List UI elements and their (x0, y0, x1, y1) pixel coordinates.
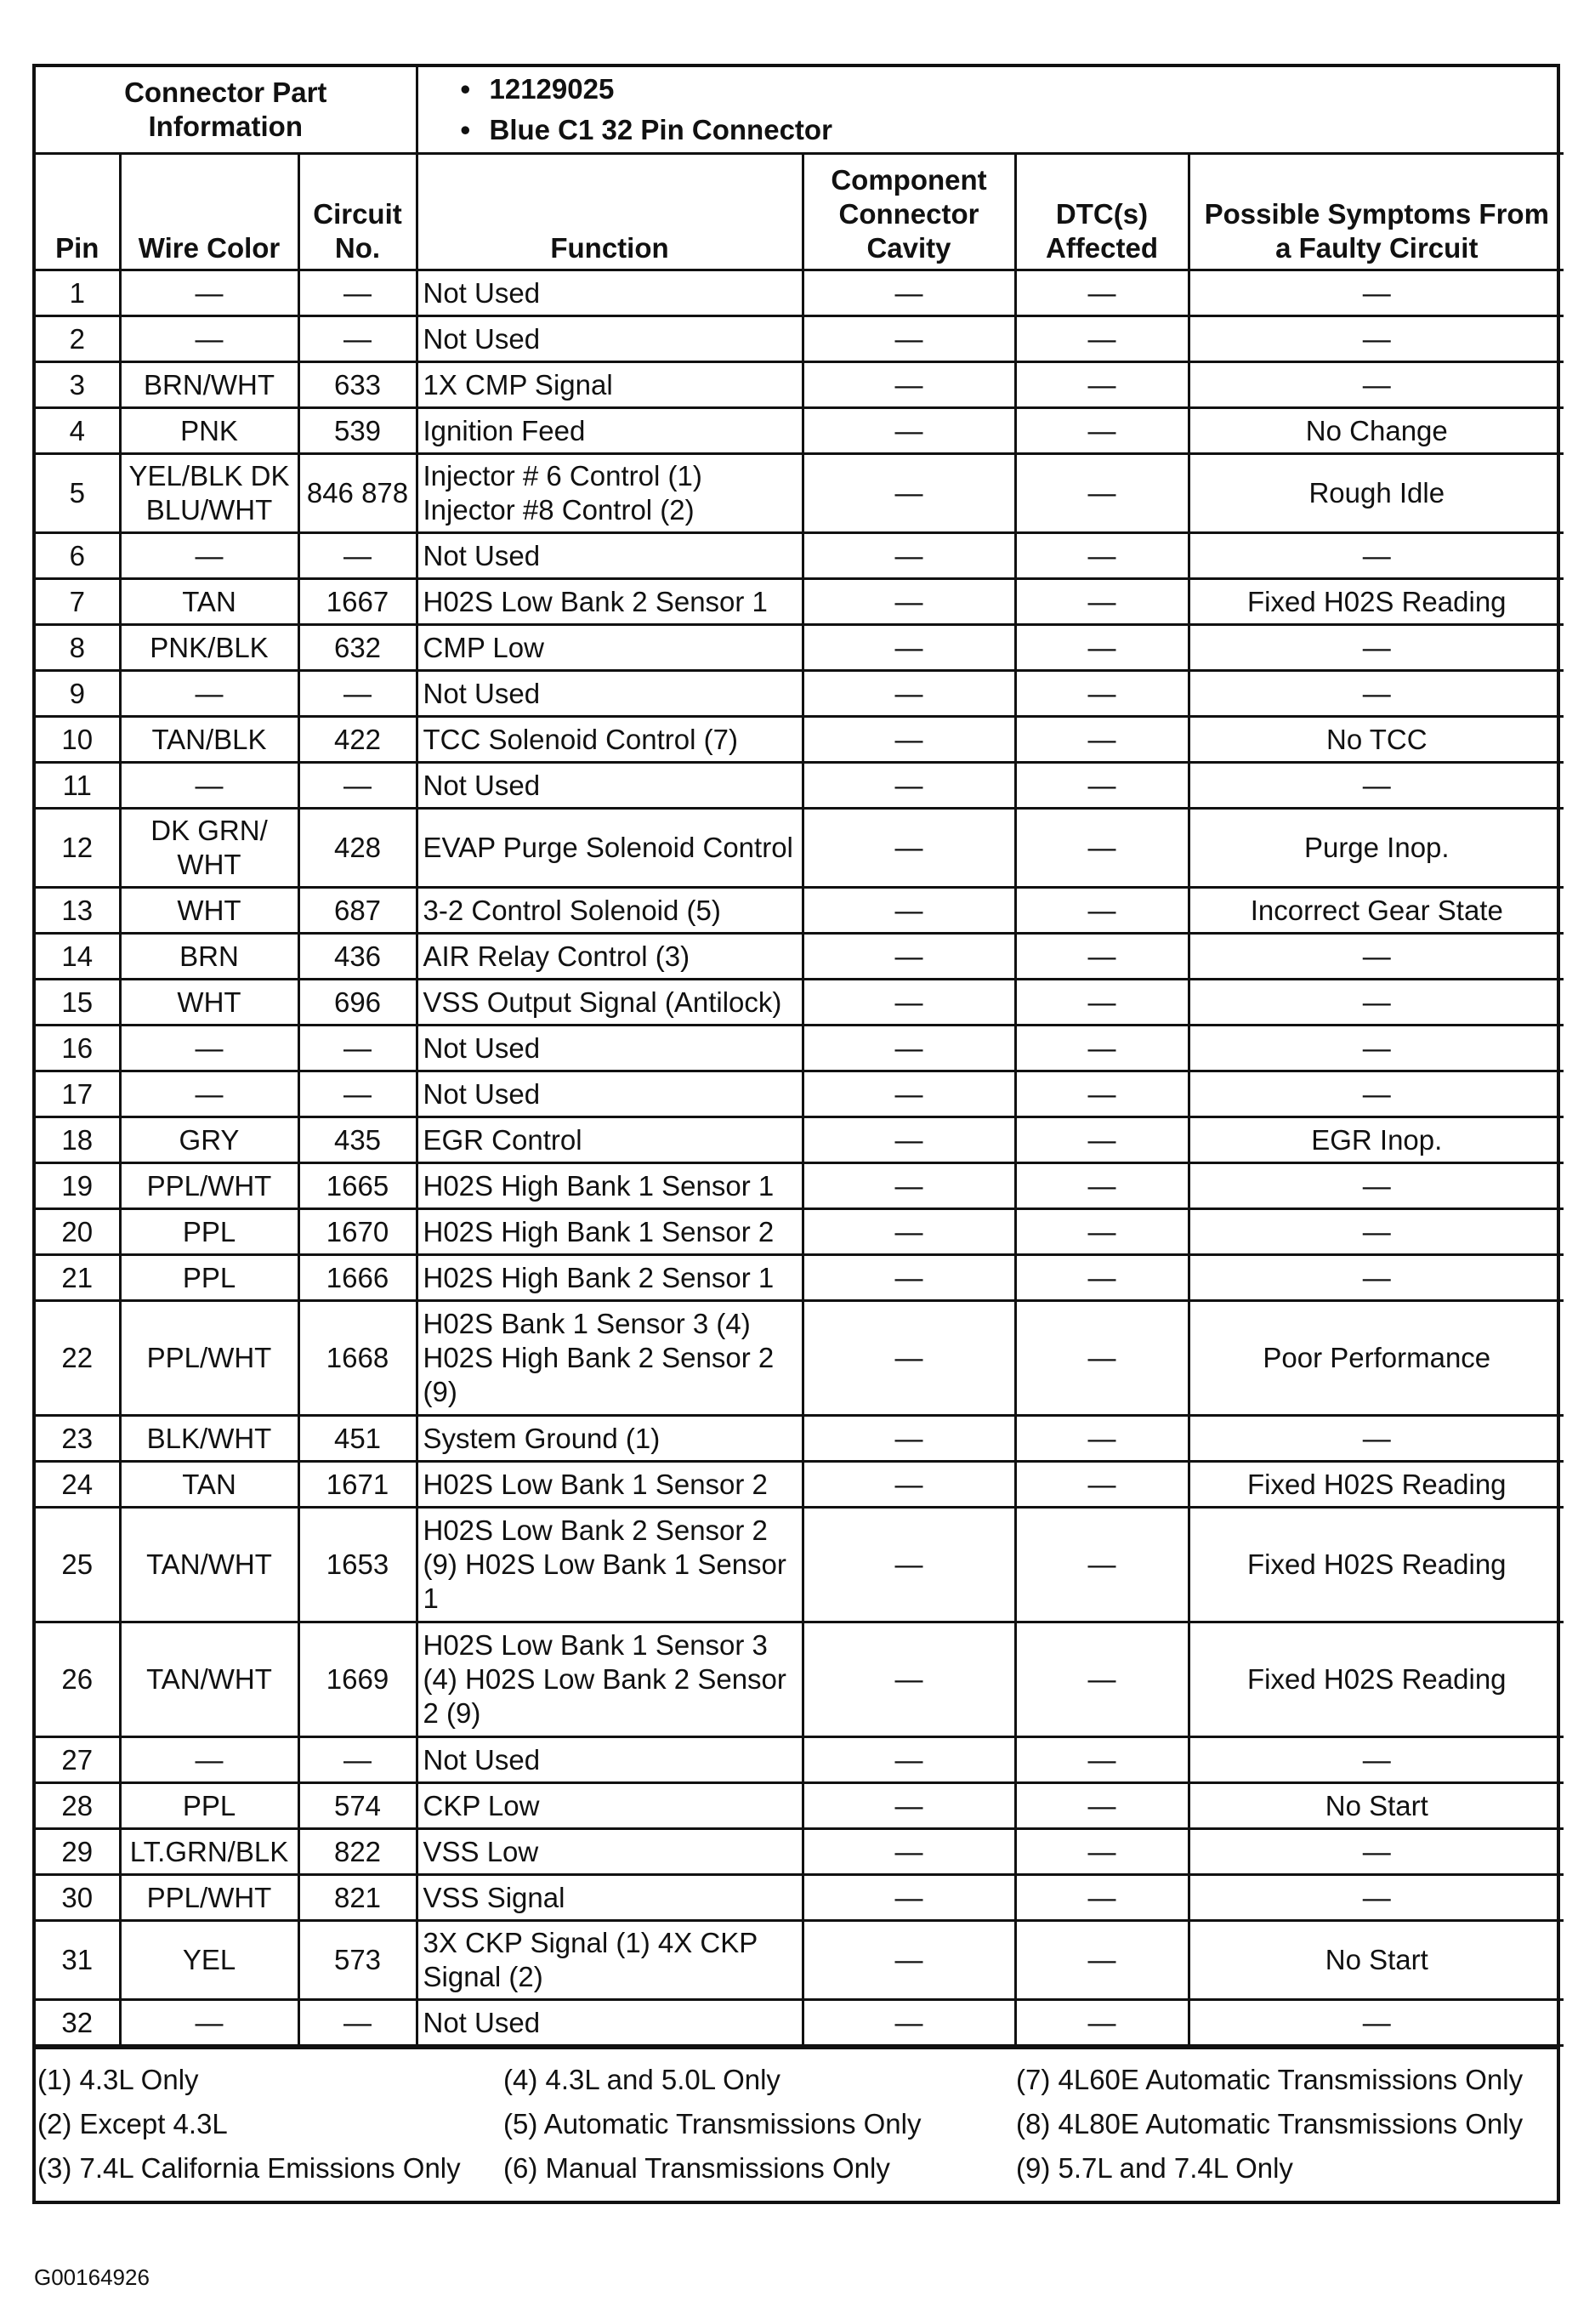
footnote: (8) 4L80E Automatic Transmissions Only (1016, 2108, 1524, 2139)
footnote: (2) Except 4.3L (37, 2108, 228, 2139)
table-row (36, 1622, 1564, 1737)
cell-circuit-no: 1669 (298, 1622, 417, 1737)
cell-circuit-no: 436 (298, 934, 417, 980)
cell-symptom: — (1189, 1026, 1564, 1071)
cell-symptom: — (1189, 625, 1564, 671)
cell-function: H02S High Bank 1 Sensor 1 (417, 1163, 803, 1209)
cell-function: H02S High Bank 2 Sensor 1 (417, 1255, 803, 1301)
cell-dtc-affected: — (1015, 1783, 1189, 1829)
figure-id: G00164926 (34, 2264, 150, 2290)
cell-wire-color: PPL (120, 1255, 298, 1301)
footnote: (6) Manual Transmissions Only (503, 2152, 890, 2184)
cell-wire-color: PPL/WHT (120, 1875, 298, 1921)
cell-function: Not Used (417, 1026, 803, 1071)
cell-circuit-no: — (298, 671, 417, 717)
cell-symptom: — (1189, 362, 1564, 408)
footnotes (36, 2047, 1557, 2201)
table-row (36, 1301, 1564, 1416)
cell-component-cavity: — (803, 1921, 1015, 2000)
cell-symptom: No Change (1189, 408, 1564, 454)
column-header-row (36, 154, 1564, 270)
cell-pin: 30 (36, 1875, 120, 1921)
cell-circuit-no: 1665 (298, 1163, 417, 1209)
cell-circuit-no: 422 (298, 717, 417, 763)
header-function: Function (417, 154, 803, 270)
cell-function: Ignition Feed (417, 408, 803, 454)
cell-pin: 15 (36, 980, 120, 1026)
cell-function: 3X CKP Signal (1) 4X CKP Signal (2) (417, 1921, 803, 2000)
cell-wire-color: BLK/WHT (120, 1416, 298, 1462)
connector-info-row (36, 67, 1564, 154)
cell-symptom: — (1189, 934, 1564, 980)
cell-component-cavity: — (803, 316, 1015, 362)
cell-symptom: — (1189, 1071, 1564, 1117)
cell-component-cavity: — (803, 1301, 1015, 1416)
header-symptoms: Possible Symptoms From a Faulty Circuit (1189, 154, 1564, 270)
cell-function: Not Used (417, 1737, 803, 1783)
cell-function: VSS Output Signal (Antilock) (417, 980, 803, 1026)
cell-wire-color: PNK (120, 408, 298, 454)
cell-pin: 13 (36, 888, 120, 934)
cell-symptom: — (1189, 1163, 1564, 1209)
cell-dtc-affected: — (1015, 1255, 1189, 1301)
cell-wire-color: — (120, 1737, 298, 1783)
cell-component-cavity: — (803, 1026, 1015, 1071)
cell-pin: 26 (36, 1622, 120, 1737)
cell-wire-color: TAN (120, 579, 298, 625)
cell-function: EGR Control (417, 1117, 803, 1163)
cell-dtc-affected: — (1015, 1163, 1189, 1209)
cell-pin: 10 (36, 717, 120, 763)
table-row (36, 362, 1564, 408)
cell-symptom: — (1189, 1737, 1564, 1783)
cell-component-cavity: — (803, 717, 1015, 763)
cell-function: EVAP Purge Solenoid Control (417, 809, 803, 888)
cell-function: System Ground (1) (417, 1416, 803, 1462)
cell-wire-color: DK GRN/ WHT (120, 809, 298, 888)
cell-wire-color: TAN/WHT (120, 1508, 298, 1622)
cell-symptom: Rough Idle (1189, 454, 1564, 533)
cell-wire-color: BRN/WHT (120, 362, 298, 408)
cell-dtc-affected: — (1015, 1875, 1189, 1921)
cell-pin: 25 (36, 1508, 120, 1622)
table-row (36, 533, 1564, 579)
cell-wire-color: WHT (120, 980, 298, 1026)
table-row (36, 270, 1564, 316)
cell-wire-color: PPL/WHT (120, 1301, 298, 1416)
cell-symptom: Fixed H02S Reading (1189, 579, 1564, 625)
table-row (36, 1875, 1564, 1921)
cell-function: 3-2 Control Solenoid (5) (417, 888, 803, 934)
cell-symptom: — (1189, 2000, 1564, 2046)
footnote: (1) 4.3L Only (37, 2064, 199, 2095)
cell-circuit-no: 573 (298, 1921, 417, 2000)
cell-component-cavity: — (803, 1071, 1015, 1117)
cell-dtc-affected: — (1015, 1301, 1189, 1416)
cell-symptom: Fixed H02S Reading (1189, 1462, 1564, 1508)
table-row (36, 980, 1564, 1026)
cell-pin: 17 (36, 1071, 120, 1117)
header-wire-color: Wire Color (120, 154, 298, 270)
cell-symptom: Incorrect Gear State (1189, 888, 1564, 934)
cell-circuit-no: 846 878 (298, 454, 417, 533)
table-row (36, 1462, 1564, 1508)
cell-component-cavity: — (803, 1875, 1015, 1921)
cell-pin: 21 (36, 1255, 120, 1301)
footnote: (5) Automatic Transmissions Only (503, 2108, 922, 2139)
connector-info-label-line2: Information (148, 111, 303, 142)
cell-function: Not Used (417, 316, 803, 362)
cell-wire-color: BRN (120, 934, 298, 980)
table-row (36, 763, 1564, 809)
cell-wire-color: PPL (120, 1783, 298, 1829)
cell-wire-color: — (120, 533, 298, 579)
table-row (36, 1921, 1564, 2000)
cell-dtc-affected: — (1015, 2000, 1189, 2046)
cell-symptom: EGR Inop. (1189, 1117, 1564, 1163)
cell-component-cavity: — (803, 362, 1015, 408)
cell-dtc-affected: — (1015, 625, 1189, 671)
cell-symptom: — (1189, 1255, 1564, 1301)
cell-component-cavity: — (803, 579, 1015, 625)
cell-function: Not Used (417, 533, 803, 579)
cell-symptom: — (1189, 533, 1564, 579)
cell-pin: 22 (36, 1301, 120, 1416)
cell-pin: 6 (36, 533, 120, 579)
part-number: 12129025 (489, 73, 615, 105)
cell-dtc-affected: — (1015, 809, 1189, 888)
cell-wire-color: — (120, 270, 298, 316)
cell-symptom: Poor Performance (1189, 1301, 1564, 1416)
cell-dtc-affected: — (1015, 763, 1189, 809)
cell-function: Not Used (417, 671, 803, 717)
cell-dtc-affected: — (1015, 316, 1189, 362)
cell-component-cavity: — (803, 1737, 1015, 1783)
cell-function: H02S Bank 1 Sensor 3 (4) H02S High Bank 2 Sensor 2 (9) (417, 1301, 803, 1416)
header-pin: Pin (36, 154, 120, 270)
cell-dtc-affected: — (1015, 1462, 1189, 1508)
cell-component-cavity: — (803, 1416, 1015, 1462)
cell-circuit-no: — (298, 1026, 417, 1071)
cell-symptom: — (1189, 1829, 1564, 1875)
cell-wire-color: — (120, 1026, 298, 1071)
table-row (36, 1071, 1564, 1117)
cell-symptom: — (1189, 1875, 1564, 1921)
cell-dtc-affected: — (1015, 1026, 1189, 1071)
cell-pin: 31 (36, 1921, 120, 2000)
bullet-icon: • (460, 114, 471, 145)
cell-component-cavity: — (803, 980, 1015, 1026)
table-row (36, 1026, 1564, 1071)
cell-symptom: — (1189, 1209, 1564, 1255)
cell-dtc-affected: — (1015, 1921, 1189, 2000)
connector-info-label-line1: Connector Part (124, 77, 327, 108)
cell-symptom: — (1189, 316, 1564, 362)
table-row (36, 1508, 1564, 1622)
cell-circuit-no: 632 (298, 625, 417, 671)
table-row (36, 1209, 1564, 1255)
bullet-icon: • (460, 73, 471, 105)
cell-symptom: No Start (1189, 1783, 1564, 1829)
cell-component-cavity: — (803, 1163, 1015, 1209)
cell-dtc-affected: — (1015, 1117, 1189, 1163)
cell-component-cavity: — (803, 671, 1015, 717)
cell-wire-color: — (120, 763, 298, 809)
connector-info-value (417, 67, 1564, 154)
pin-rows (36, 270, 1564, 2046)
cell-circuit-no: — (298, 533, 417, 579)
cell-component-cavity: — (803, 809, 1015, 888)
cell-component-cavity: — (803, 1829, 1015, 1875)
cell-component-cavity: — (803, 2000, 1015, 2046)
table-row (36, 625, 1564, 671)
cell-wire-color: TAN (120, 1462, 298, 1508)
table-row (36, 1783, 1564, 1829)
cell-function: CMP Low (417, 625, 803, 671)
cell-circuit-no: 633 (298, 362, 417, 408)
cell-circuit-no: — (298, 2000, 417, 2046)
cell-pin: 1 (36, 270, 120, 316)
cell-function: Not Used (417, 1071, 803, 1117)
cell-wire-color: — (120, 1071, 298, 1117)
cell-wire-color: — (120, 2000, 298, 2046)
cell-component-cavity: — (803, 1255, 1015, 1301)
cell-wire-color: PPL (120, 1209, 298, 1255)
cell-dtc-affected: — (1015, 934, 1189, 980)
cell-pin: 20 (36, 1209, 120, 1255)
cell-component-cavity: — (803, 1622, 1015, 1737)
cell-function: H02S High Bank 1 Sensor 2 (417, 1209, 803, 1255)
cell-dtc-affected: — (1015, 717, 1189, 763)
cell-pin: 11 (36, 763, 120, 809)
cell-wire-color: TAN/WHT (120, 1622, 298, 1737)
cell-pin: 18 (36, 1117, 120, 1163)
cell-circuit-no: 821 (298, 1875, 417, 1921)
cell-circuit-no: 822 (298, 1829, 417, 1875)
table-row (36, 1416, 1564, 1462)
cell-circuit-no: 696 (298, 980, 417, 1026)
cell-symptom: — (1189, 270, 1564, 316)
table-row (36, 717, 1564, 763)
cell-circuit-no: 451 (298, 1416, 417, 1462)
table-row (36, 934, 1564, 980)
cell-function: Injector # 6 Control (1) Injector #8 Control (2) (417, 454, 803, 533)
table-row (36, 316, 1564, 362)
cell-function: H02S Low Bank 1 Sensor 2 (417, 1462, 803, 1508)
table-row (36, 1737, 1564, 1783)
cell-function: Not Used (417, 763, 803, 809)
connector-info-label (36, 67, 417, 154)
pinout-table (36, 67, 1564, 2047)
cell-circuit-no: 1666 (298, 1255, 417, 1301)
cell-component-cavity: — (803, 934, 1015, 980)
cell-circuit-no: 687 (298, 888, 417, 934)
footnote: (9) 5.7L and 7.4L Only (1016, 2152, 1293, 2184)
cell-dtc-affected: — (1015, 1071, 1189, 1117)
cell-wire-color: YEL (120, 1921, 298, 2000)
table-row (36, 1163, 1564, 1209)
cell-circuit-no: 574 (298, 1783, 417, 1829)
cell-circuit-no: 435 (298, 1117, 417, 1163)
cell-dtc-affected: — (1015, 270, 1189, 316)
cell-function: VSS Low (417, 1829, 803, 1875)
cell-wire-color: YEL/BLK DK BLU/WHT (120, 454, 298, 533)
cell-circuit-no: — (298, 763, 417, 809)
cell-circuit-no: — (298, 316, 417, 362)
cell-pin: 12 (36, 809, 120, 888)
footnotes-column-3 (1016, 2058, 1543, 2190)
footnotes-column-1 (37, 2058, 503, 2190)
cell-dtc-affected: — (1015, 579, 1189, 625)
header-component-cavity: Component Connector Cavity (803, 154, 1015, 270)
cell-pin: 5 (36, 454, 120, 533)
cell-component-cavity: — (803, 408, 1015, 454)
cell-pin: 19 (36, 1163, 120, 1209)
cell-component-cavity: — (803, 763, 1015, 809)
cell-component-cavity: — (803, 1209, 1015, 1255)
cell-symptom: Purge Inop. (1189, 809, 1564, 888)
cell-dtc-affected: — (1015, 362, 1189, 408)
cell-dtc-affected: — (1015, 408, 1189, 454)
table-row (36, 454, 1564, 533)
cell-circuit-no: 1667 (298, 579, 417, 625)
footnote: (4) 4.3L and 5.0L Only (503, 2064, 780, 2095)
cell-component-cavity: — (803, 888, 1015, 934)
table-row (36, 579, 1564, 625)
cell-function: Not Used (417, 270, 803, 316)
cell-dtc-affected: — (1015, 888, 1189, 934)
cell-wire-color: — (120, 316, 298, 362)
cell-wire-color: — (120, 671, 298, 717)
cell-circuit-no: — (298, 270, 417, 316)
cell-pin: 29 (36, 1829, 120, 1875)
cell-symptom: Fixed H02S Reading (1189, 1508, 1564, 1622)
cell-symptom: — (1189, 671, 1564, 717)
cell-circuit-no: 1670 (298, 1209, 417, 1255)
table-row (36, 1117, 1564, 1163)
cell-dtc-affected: — (1015, 980, 1189, 1026)
cell-circuit-no: 1671 (298, 1462, 417, 1508)
cell-component-cavity: — (803, 1508, 1015, 1622)
cell-wire-color: WHT (120, 888, 298, 934)
header-circuit-no: Circuit No. (298, 154, 417, 270)
cell-pin: 16 (36, 1026, 120, 1071)
cell-circuit-no: — (298, 1737, 417, 1783)
cell-symptom: — (1189, 763, 1564, 809)
cell-pin: 24 (36, 1462, 120, 1508)
connector-table-sheet (32, 64, 1560, 2204)
cell-dtc-affected: — (1015, 1622, 1189, 1737)
cell-component-cavity: — (803, 454, 1015, 533)
cell-pin: 9 (36, 671, 120, 717)
cell-function: 1X CMP Signal (417, 362, 803, 408)
cell-wire-color: LT.GRN/BLK (120, 1829, 298, 1875)
cell-dtc-affected: — (1015, 1737, 1189, 1783)
cell-component-cavity: — (803, 1783, 1015, 1829)
footnote: (7) 4L60E Automatic Transmissions Only (1016, 2064, 1524, 2095)
cell-dtc-affected: — (1015, 1508, 1189, 1622)
cell-component-cavity: — (803, 1462, 1015, 1508)
table-row (36, 671, 1564, 717)
table-row (36, 888, 1564, 934)
cell-component-cavity: — (803, 270, 1015, 316)
cell-symptom: — (1189, 980, 1564, 1026)
cell-circuit-no: 1653 (298, 1508, 417, 1622)
cell-wire-color: GRY (120, 1117, 298, 1163)
table-row (36, 1829, 1564, 1875)
cell-dtc-affected: — (1015, 1829, 1189, 1875)
cell-pin: 14 (36, 934, 120, 980)
cell-component-cavity: — (803, 625, 1015, 671)
cell-function: Not Used (417, 2000, 803, 2046)
cell-pin: 28 (36, 1783, 120, 1829)
connector-description: Blue C1 32 Pin Connector (489, 114, 832, 145)
cell-dtc-affected: — (1015, 1209, 1189, 1255)
cell-component-cavity: — (803, 1117, 1015, 1163)
cell-function: VSS Signal (417, 1875, 803, 1921)
cell-function: H02S Low Bank 2 Sensor 1 (417, 579, 803, 625)
cell-symptom: — (1189, 1416, 1564, 1462)
cell-circuit-no: — (298, 1071, 417, 1117)
cell-function: H02S Low Bank 1 Sensor 3 (4) H02S Low Bank 2 Sensor 2 (9) (417, 1622, 803, 1737)
cell-function: CKP Low (417, 1783, 803, 1829)
cell-pin: 7 (36, 579, 120, 625)
cell-function: H02S Low Bank 2 Sensor 2 (9) H02S Low Bank 1 Sensor 1 (417, 1508, 803, 1622)
cell-symptom: No TCC (1189, 717, 1564, 763)
cell-wire-color: TAN/BLK (120, 717, 298, 763)
table-row (36, 1255, 1564, 1301)
cell-pin: 23 (36, 1416, 120, 1462)
cell-circuit-no: 428 (298, 809, 417, 888)
cell-pin: 27 (36, 1737, 120, 1783)
cell-wire-color: PNK/BLK (120, 625, 298, 671)
cell-dtc-affected: — (1015, 1416, 1189, 1462)
cell-component-cavity: — (803, 533, 1015, 579)
cell-wire-color: PPL/WHT (120, 1163, 298, 1209)
cell-pin: 2 (36, 316, 120, 362)
cell-dtc-affected: — (1015, 671, 1189, 717)
cell-symptom: Fixed H02S Reading (1189, 1622, 1564, 1737)
table-row (36, 408, 1564, 454)
cell-circuit-no: 1668 (298, 1301, 417, 1416)
table-row (36, 809, 1564, 888)
cell-pin: 3 (36, 362, 120, 408)
cell-dtc-affected: — (1015, 454, 1189, 533)
cell-function: TCC Solenoid Control (7) (417, 717, 803, 763)
cell-symptom: No Start (1189, 1921, 1564, 2000)
footnote: (3) 7.4L California Emissions Only (37, 2152, 461, 2184)
cell-dtc-affected: — (1015, 533, 1189, 579)
table-row (36, 2000, 1564, 2046)
cell-circuit-no: 539 (298, 408, 417, 454)
cell-pin: 8 (36, 625, 120, 671)
cell-function: AIR Relay Control (3) (417, 934, 803, 980)
header-dtc-affected: DTC(s) Affected (1015, 154, 1189, 270)
cell-pin: 32 (36, 2000, 120, 2046)
cell-pin: 4 (36, 408, 120, 454)
footnotes-column-2 (503, 2058, 1016, 2190)
